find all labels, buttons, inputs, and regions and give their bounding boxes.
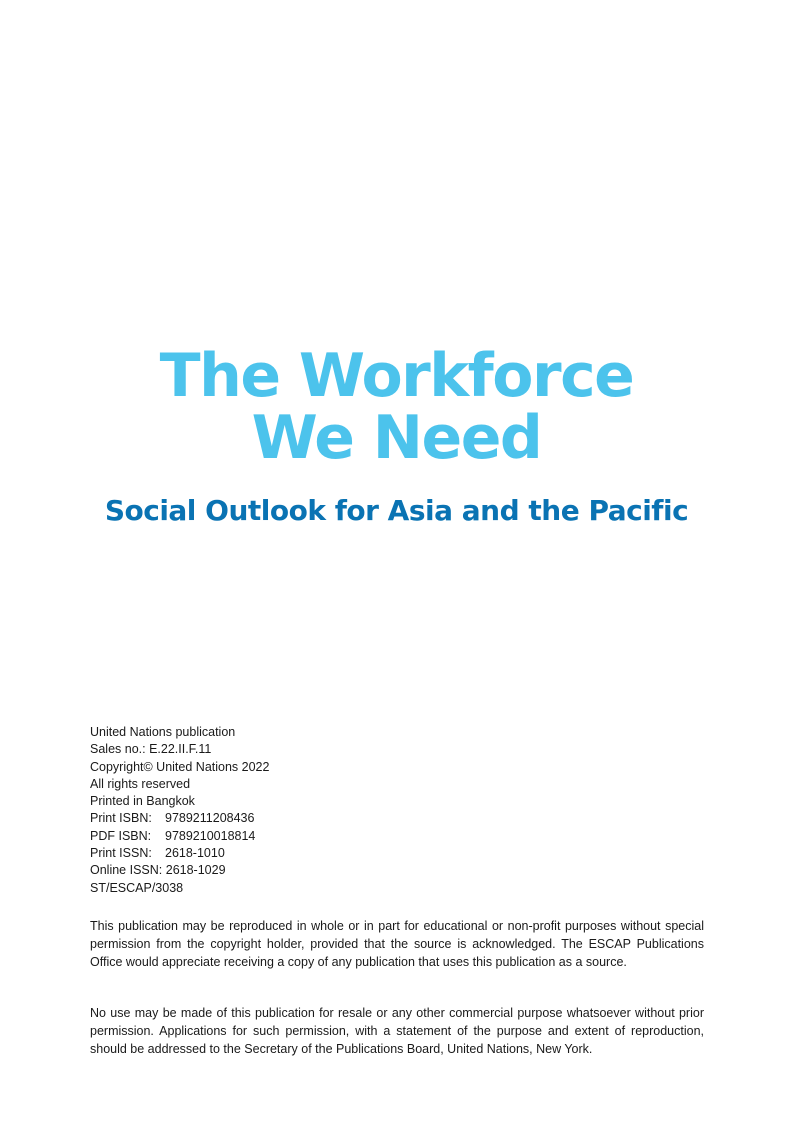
print-isbn-value: 9789211208436 — [165, 811, 255, 826]
sales-number: Sales no.: E.22.II.F.11 — [90, 742, 212, 757]
online-issn-label: Online ISSN: — [90, 863, 163, 878]
imprint-block — [90, 724, 704, 897]
title-line-1: The Workforce — [159, 341, 634, 411]
document-symbol: ST/ESCAP/3038 — [90, 880, 184, 895]
pdf-isbn-label: PDF ISBN: — [90, 828, 152, 843]
title-line-2: We Need — [251, 403, 542, 473]
pdf-isbn-line — [90, 828, 704, 845]
print-issn-value: 2618-1010 — [165, 846, 225, 861]
online-issn-line — [90, 862, 704, 879]
publication-type: United Nations publication — [90, 725, 236, 739]
online-issn-value: 2618-1029 — [165, 863, 226, 878]
rights-line: All rights reserved — [90, 776, 191, 791]
print-issn-line — [90, 845, 704, 862]
reproduction-notice: This publication may be reproduced in whole or in part for educational or non-profit purposes without special permission from the copyright holder, provided that the source is acknowledged. The ESCAP Publications Office would appreciate receiving a copy of any publication that uses this publication as a source. — [90, 919, 704, 969]
print-isbn-line — [90, 810, 704, 827]
pdf-isbn-value: 9789210018814 — [165, 828, 256, 843]
title-block — [0, 341, 793, 528]
commercial-use-notice: No use may be made of this publication for resale or any other commercial purpose whatsoever without prior permission. Applications for such permission, with a statement of the purpose and extent of reproduction, should be addressed to the Secretary of the Publications Board, United Nations, New York. — [90, 1006, 704, 1056]
subtitle: Social Outlook for Asia and the Pacific — [104, 494, 689, 527]
printed-location: Printed in Bangkok — [90, 794, 195, 809]
copyright-line: Copyright© United Nations 2022 — [90, 759, 270, 774]
print-isbn-label: Print ISBN: — [90, 811, 152, 826]
print-issn-label: Print ISSN: — [90, 846, 152, 861]
